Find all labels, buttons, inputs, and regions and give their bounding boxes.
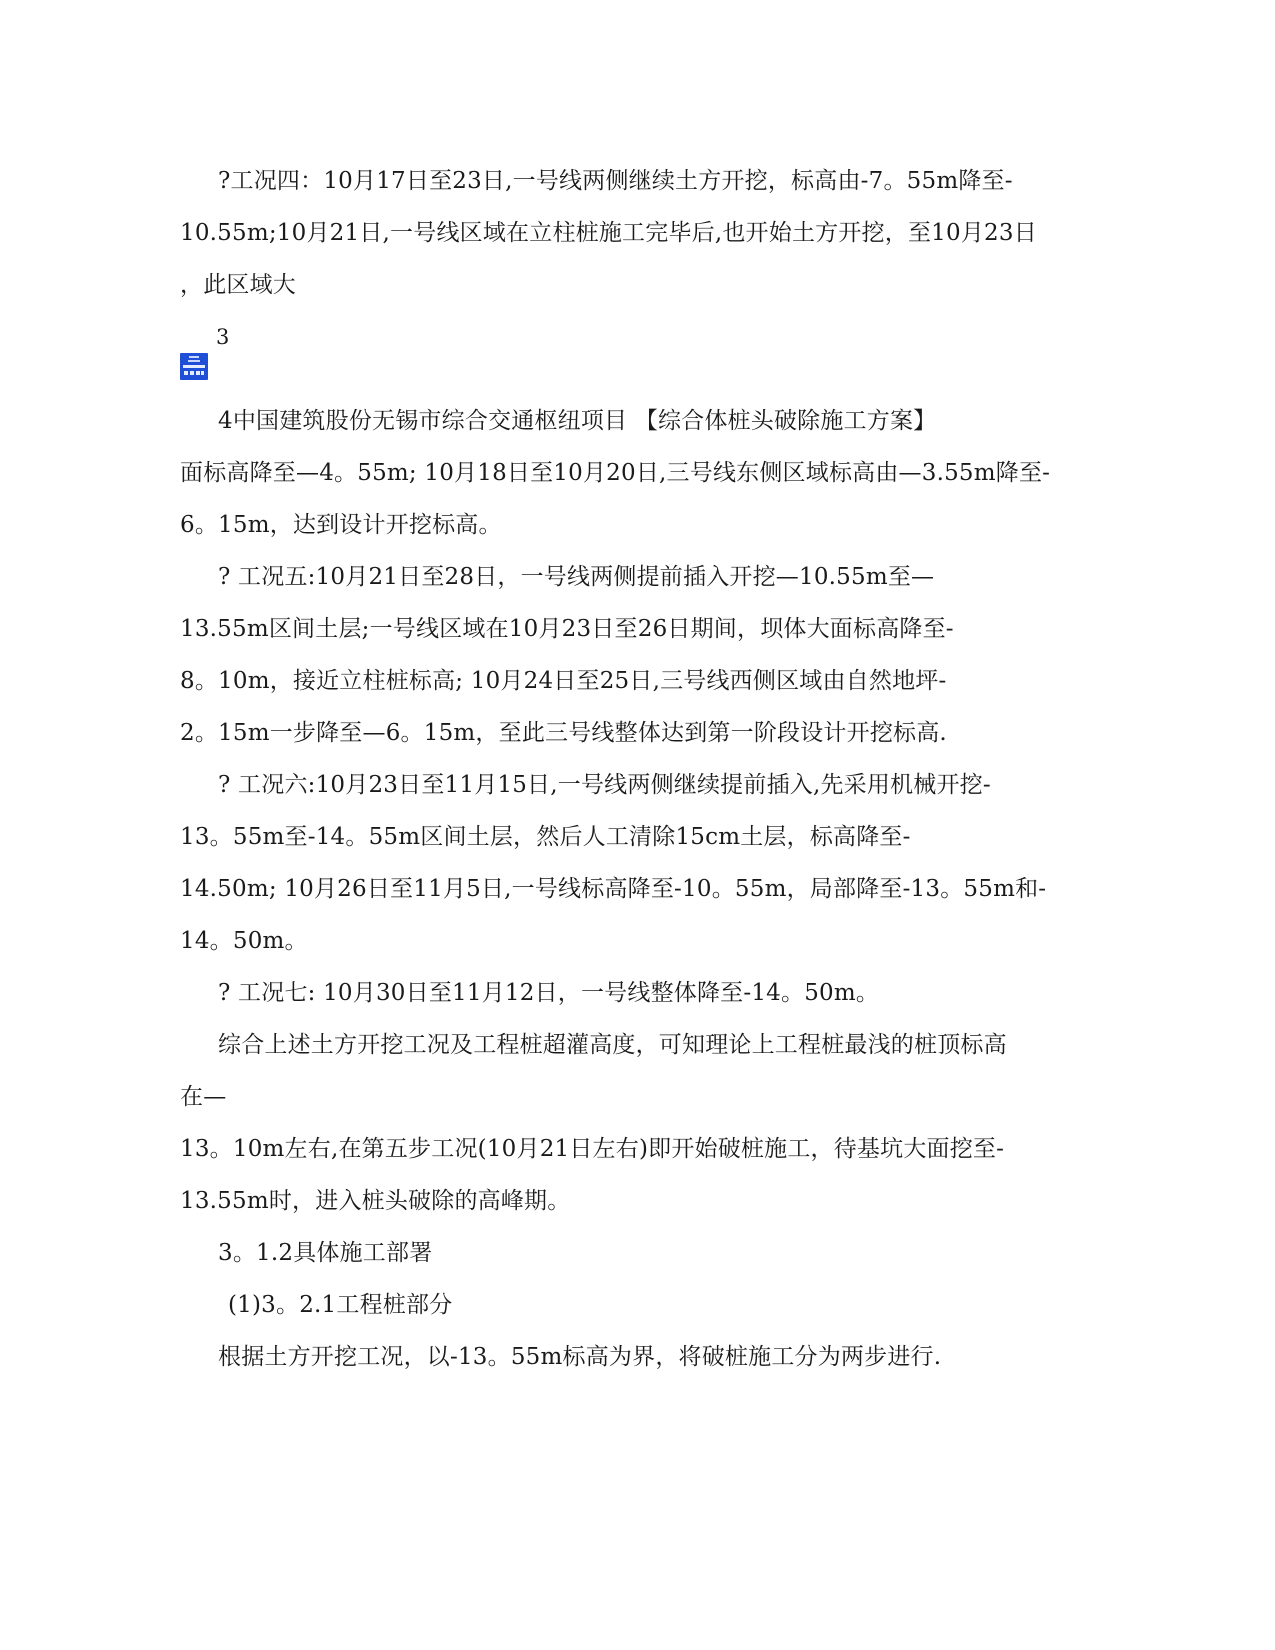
paragraph-line: ? 工况七: 10月30日至11月12日，一号线整体降至-14。50m。 [218, 980, 880, 1006]
paragraph-line: ? 工况六:10月23日至11月15日,一号线两侧继续提前插入,先采用机械开挖- [218, 772, 991, 798]
paragraph-line: 13.55m区间土层;一号线区域在10月23日至26日期间，坝体大面标高降至- [180, 616, 954, 642]
paragraph-line: 8。10m，接近立柱桩标高; 10月24日至25日,三号线西侧区域由自然地坪- [180, 668, 947, 694]
paragraph-line: 根据土方开挖工况，以-13。55m标高为界，将破桩施工分为两步进行. [218, 1344, 942, 1370]
paragraph-line: 13。10m左右,在第五步工况(10月21日左右)即开始破桩施工，待基坑大面挖至- [180, 1136, 1005, 1162]
paragraph-line: ? 工况五:10月21日至28日，一号线两侧提前插入开挖—10.55m至— [218, 564, 935, 590]
document-header-line: 4中国建筑股份无锡市综合交通枢纽项目 【综合体桩头破除施工方案】 [218, 408, 937, 434]
paragraph-line: 2。15m一步降至—6。15m，至此三号线整体达到第一阶段设计开挖标高. [180, 720, 947, 746]
paragraph-line: 综合上述土方开挖工况及工程桩超灌高度，可知理论上工程桩最浅的桩顶标高 [218, 1032, 1007, 1058]
paragraph-line: ?工况四：10月17日至23日,一号线两侧继续土方开挖，标高由-7。55m降至- [218, 168, 1013, 194]
paragraph-line: 6。15m，达到设计开挖标高。 [180, 512, 502, 538]
paragraph-line: 13.55m时，进入桩头破除的高峰期。 [180, 1188, 571, 1214]
paragraph-line: 面标高降至—4。55m; 10月18日至10月20日,三号线东侧区域标高由—3.55m降至- [180, 460, 1051, 486]
paragraph-line: 在— [180, 1084, 227, 1110]
paragraph-line: ，此区域大 [180, 272, 296, 298]
paragraph-line: 14.50m; 10月26日至11月5日,一号线标高降至-10。55m，局部降至-13。55m和- [180, 876, 1047, 902]
subsection-heading: (1)3。2.1工程桩部分 [228, 1292, 453, 1318]
paragraph-line: 13。55m至-14。55m区间土层，然后人工清除15cm土层，标高降至- [180, 824, 911, 850]
paragraph-line: 10.55m;10月21日,一号线区域在立柱桩施工完毕后,也开始土方开挖，至10月23日 [180, 220, 1037, 246]
blue-square-logo-icon [180, 353, 208, 380]
page-number: 3 [216, 325, 230, 349]
section-heading: 3。1.2具体施工部署 [218, 1240, 433, 1266]
paragraph-line: 14。50m。 [180, 928, 308, 954]
